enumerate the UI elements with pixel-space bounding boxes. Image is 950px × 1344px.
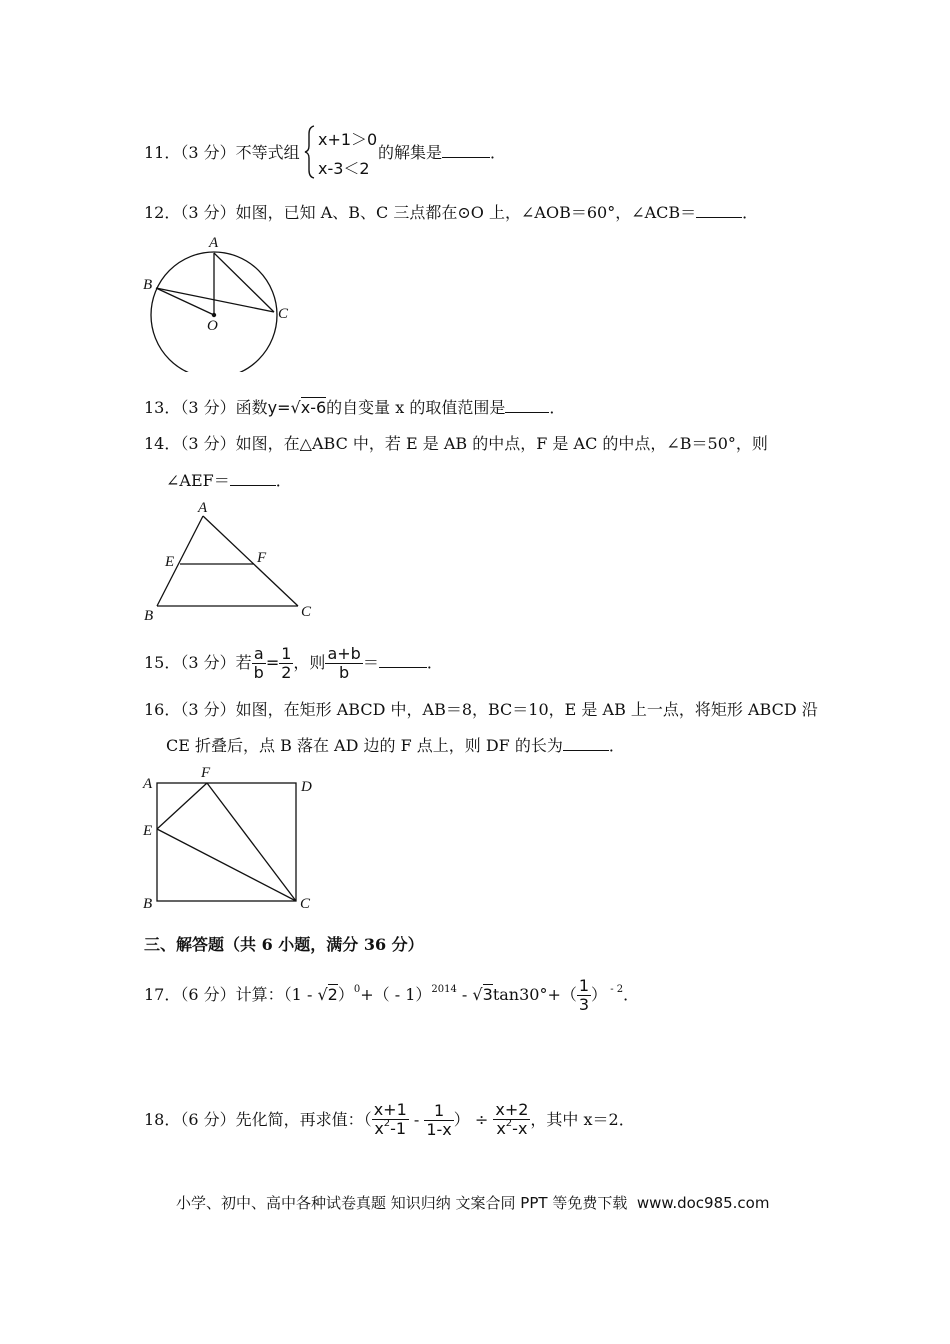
label-c: C [278,306,289,322]
label-f: F [201,765,211,781]
inequality-line-1: x+1＞0 [318,130,378,149]
question-text: 不等式组 [235,143,300,162]
question-number: 14． [144,434,181,453]
exponent: 0 [353,984,361,995]
question-text: 如图，在矩形 ABCD 中，AB＝8，BC＝10，E 是 AB 上一点，将矩形 ABCD 沿 [235,700,818,719]
answer-blank[interactable] [563,736,609,751]
label-e: E [165,554,175,570]
segment-ec [157,829,296,901]
inequality-line-2: x-3＜2 [318,159,370,178]
question-11-tail: 的解集是 ． [378,143,507,162]
rectangle-figure [140,762,330,914]
question-15: 15．（3 分）若 $\frac{a}{b}$ = $\frac{1}{2}$ ，则 $\frac{a+b}{b}$ ＝ ． [144,644,443,682]
radicand: 3 [482,985,493,1004]
segment-fc [207,783,296,901]
question-number: 18． [144,1110,181,1129]
circle-figure [140,232,300,372]
label-b: B [143,277,153,293]
radicand: x-6 [300,398,327,417]
question-14 [144,434,768,454]
fraction-a-plus-b-over-b: $\frac{a+b}{b}$ [327,644,361,682]
answer-blank[interactable] [696,203,742,218]
exponent: - 2 [607,984,624,995]
question-number: 16． [144,700,181,719]
question-13: 13．（3 分）函数y=√x-6的自变量 x 的取值范围是 ． [144,398,566,417]
question-score: （6 分） [180,985,236,1004]
question-score: （3 分） [180,434,236,453]
sqrt-symbol: √ [317,985,328,1004]
question-score: （3 分） [180,398,236,417]
segment-ac [214,253,274,312]
inequality-brace [303,124,317,180]
question-16 [144,700,818,720]
question-number: 13． [144,398,181,417]
label-o: O [207,318,218,334]
answer-blank[interactable] [379,653,427,668]
question-14-line2: ∠AEF＝ ． [166,471,292,490]
formula-lhs: y= [267,398,291,417]
question-17: 17．（6 分）计算：（1 - √2）$^0$+（ - 1）$^{2014}$ - √3tan30°+（ $\frac{1}{3}$ ） $^{- 2}$． [144,976,640,1014]
question-number: 17． [144,985,181,1004]
question-number: 12． [144,203,181,222]
segment-ob [156,288,214,315]
exponent: 2014 [431,984,457,995]
fraction-2: $\frac{1}{1-x}$ [426,1101,452,1139]
label-c: C [301,604,312,620]
question-16-line2: CE 折叠后，点 B 落在 AD 边的 F 点上，则 DF 的长为 ． [166,736,625,755]
label-a: A [143,776,153,792]
fraction-one-half: $\frac{1}{2}$ [281,644,292,682]
question-score: （6 分） [180,1110,236,1129]
label-c: C [300,896,311,912]
answer-blank[interactable] [442,143,490,158]
label-a: A [209,235,219,251]
segment-ef [157,783,207,829]
question-number: 11． [144,143,181,162]
label-e: E [143,823,153,839]
sqrt-symbol: √ [290,398,301,417]
segment-bc [156,288,274,312]
page-footer [176,1192,769,1213]
question-18: 18．（6 分）先化简，再求值：（ $\frac{x+1}{x^2-1}$ - $\frac{1}{1-x}$ ） ÷ $\frac{x+2}{x^2-x}$ ，其中 x＝2． [144,1099,635,1139]
question-text: 如图，已知 A、B、C 三点都在⊙O 上，∠AOB＝60°，∠ACB＝ [235,203,697,222]
triangle-figure [140,498,330,623]
fraction-one-third: $\frac{1}{3}$ [578,976,590,1014]
rectangle-abcd [157,783,296,901]
footer-text: 小学、初中、高中各种试卷真题 知识归纳 文案合同 PPT 等免费下载 [176,1194,628,1212]
fraction-a-over-b: $\frac{a}{b}$ [253,644,264,682]
section-heading: 三、解答题（共 6 小题，满分 36 分） [144,935,424,954]
question-12: 12．（3 分）如图，已知 A、B、C 三点都在⊙O 上，∠AOB＝60°，∠ACB＝ ． [144,203,759,222]
answer-blank[interactable] [505,398,549,413]
question-score: （3 分） [180,203,236,222]
question-score: （3 分） [180,700,236,719]
label-b: B [144,608,154,623]
answer-blank[interactable] [230,471,276,486]
label-b: B [143,896,153,912]
label-f: F [257,550,267,566]
footer-link[interactable]: www.doc985.com [636,1194,770,1212]
label-d: D [301,779,312,795]
fraction-1: $\frac{x+1}{x^2-1}$ [373,1099,407,1138]
question-number: 15． [144,653,181,672]
question-score: （3 分） [180,143,236,162]
sqrt-symbol: √ [472,985,483,1004]
fraction-3: $\frac{x+2}{x^2-x}$ [495,1099,529,1138]
label-a: A [198,500,208,516]
question-11 [144,143,300,163]
question-text: 如图，在△ABC 中，若 E 是 AB 的中点，F 是 AC 的中点，∠B＝50°，则 [235,434,768,453]
center-point [212,313,216,317]
radicand: 2 [327,985,338,1004]
question-score: （3 分） [180,653,236,672]
